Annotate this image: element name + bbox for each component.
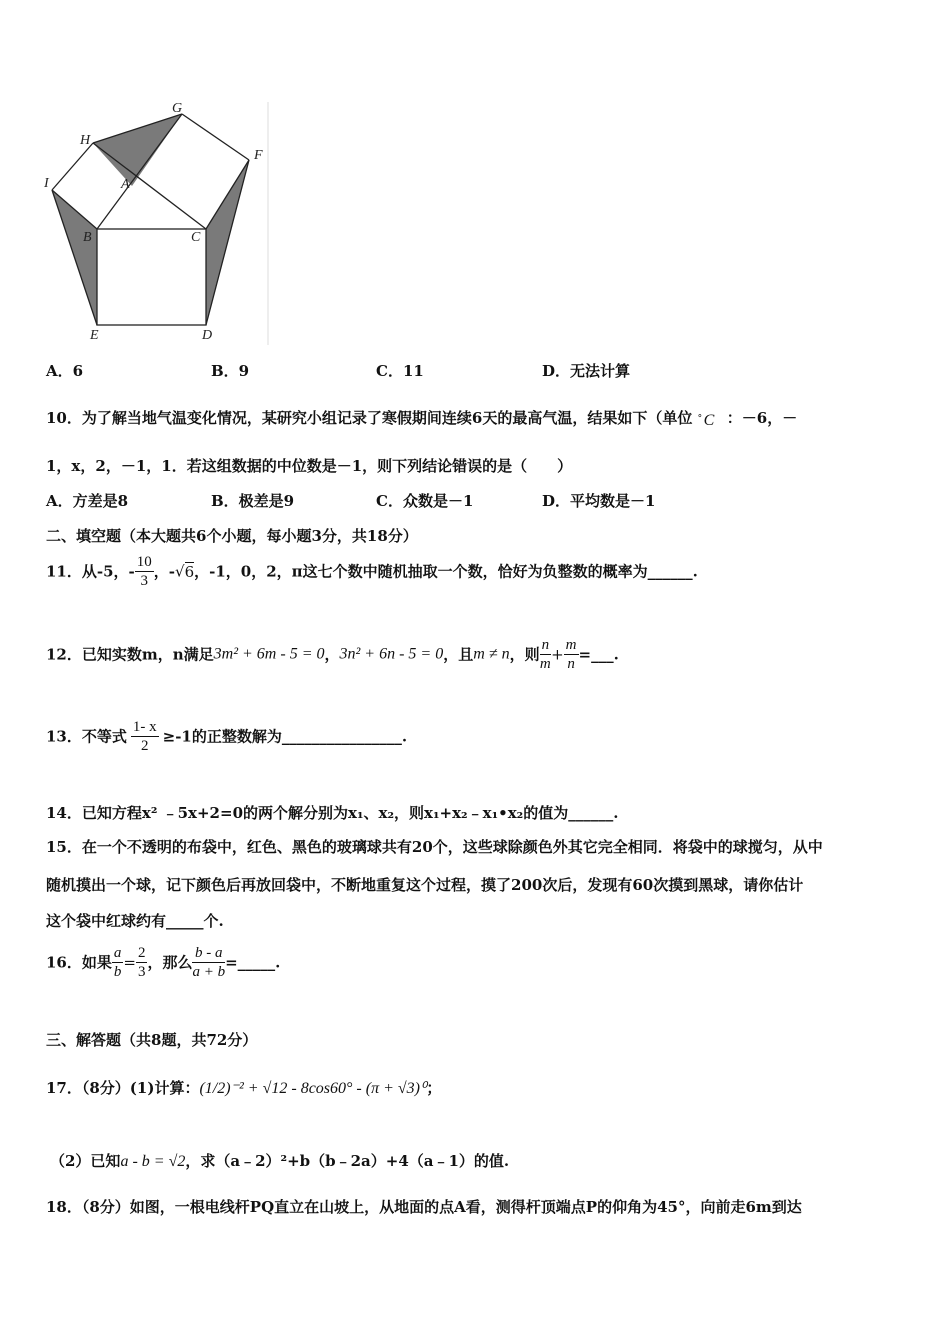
q12-cond: m ≠ n [473, 645, 510, 663]
q16-frac1 [112, 944, 124, 981]
section3-heading: 三、解答题（共8题，共72分） [46, 1031, 258, 1049]
label-b: B [83, 230, 92, 245]
q11-frac-den: 3 [140, 573, 149, 589]
q16-f3-num: b - a [192, 944, 225, 963]
sqrt-sign: √ [175, 562, 185, 581]
q10-unit-deg: ° [697, 414, 703, 424]
q11-sqrt-val: 6 [184, 562, 195, 581]
q12-f1-den: m [539, 656, 551, 672]
q17-expression: (1/2)⁻² + √12 - 8cos60° - (π + √3)⁰ [199, 1080, 427, 1097]
q12-tail: =___. [578, 645, 619, 664]
q13-fraction [131, 718, 159, 755]
q12-eq2: 3n² + 6n - 5 = 0 [339, 645, 444, 663]
q15-line1: 15．在一个不透明的布袋中，红色、黑色的玻璃球共有20个，这些球除颜色外其它完全相同．将袋中的球搅匀，从中 [46, 838, 823, 856]
q17-tail: ； [426, 1079, 442, 1097]
q17-part1 [46, 1078, 441, 1099]
q10-line1 [46, 408, 797, 428]
q16-prefix: 16．如果 [46, 953, 112, 972]
q12-f2-num: m [565, 637, 577, 653]
q12 [46, 636, 619, 673]
q16-tail: =_____. [225, 953, 281, 972]
label-d: D [202, 328, 213, 343]
q17-p2-cond: a - b = √2 [120, 1153, 186, 1170]
q13-frac-den: 2 [141, 738, 149, 754]
label-h: H [80, 133, 91, 148]
q11-rest: ，-1，0，2，π这七个数中随机抽取一个数，恰好为负整数的概率为______. [194, 562, 698, 581]
q18-line1: 18．（8分）如图，一根电线杆PQ直立在山坡上，从地面的点A看，测得杆顶端点P的仰角为45°，向前走6m到达 [46, 1198, 802, 1216]
q11-fraction [135, 553, 154, 590]
q16-f1-den: b [113, 964, 122, 980]
q13-rest: ≥-1的正整数解为________________. [162, 727, 408, 746]
q10-line2: 1，x，2，－1，1．若这组数据的中位数是－1，则下列结论错误的是（ ） [46, 457, 573, 475]
q10-unit-c: C [703, 412, 715, 429]
section2-heading: 二、填空题（本大题共6个小题，每小题3分，共18分） [46, 527, 418, 545]
label-e: E [90, 328, 99, 343]
q10-option-d: D．平均数是－1 [542, 492, 656, 510]
q12-f1-num: n [541, 637, 550, 653]
q12-frac2 [564, 636, 579, 673]
q9-option-b: B．9 [211, 362, 250, 380]
q12-then: ，则 [509, 645, 540, 664]
q14: 14．已知方程x² ﹣5x+2=0的两个解分别为x₁、x₂，则x₁+x₂﹣x₁•x₂的值为______. [46, 804, 619, 822]
q10-option-a: A．方差是8 [46, 492, 129, 510]
q11-mid: ，- [153, 562, 175, 581]
geometry-figure [40, 98, 280, 348]
label-i: I [44, 176, 49, 191]
q9-option-a: A．6 [46, 362, 84, 380]
q12-plus: + [551, 645, 564, 664]
q11-sqrt [175, 562, 194, 581]
q12-prefix: 12．已知实数m，n满足 [46, 645, 214, 664]
q10-option-c: C．众数是－1 [376, 492, 474, 510]
label-f: F [254, 148, 263, 163]
q13-frac-num: 1- x [132, 719, 157, 735]
q11 [46, 553, 698, 590]
q16-f1-num: a [113, 945, 122, 961]
q17-p2-rest: ，求（a﹣2）²+b（b﹣2a）+4（a﹣1）的值. [185, 1152, 510, 1170]
q12-mid: ，且 [443, 645, 474, 664]
q10-text: 10．为了解当地气温变化情况，某研究小组记录了寒假期间连续6天的最高气温，结果如下（单位 [46, 409, 693, 427]
q15-line2: 随机摸出一个球，记下颜色后再放回袋中，不断地重复这个过程，摸了200次后，发现有60次摸到黑球，请你估计 [46, 876, 804, 894]
q16-f2-den: 3 [137, 964, 146, 980]
q12-f2-den: n [567, 656, 575, 672]
q16-eq: = [123, 953, 136, 972]
q16-mid: ，那么 [147, 953, 193, 972]
q9-option-c: C．11 [376, 362, 424, 380]
label-g: G [172, 101, 183, 116]
q17-p2-prefix: （2）已知 [50, 1152, 121, 1170]
q9-option-d: D．无法计算 [542, 362, 631, 380]
q17-part2 [50, 1151, 509, 1172]
q12-frac1 [540, 636, 552, 673]
q16-f3-den: a + b [192, 964, 226, 980]
q13-prefix: 13．不等式 [46, 727, 127, 746]
q10-option-b: B．极差是9 [211, 492, 295, 510]
q13 [46, 718, 407, 755]
q12-eq1: 3m² + 6m - 5 = 0 [213, 645, 325, 663]
label-c: C [191, 230, 201, 245]
q11-frac-num: 10 [136, 554, 152, 570]
q17-prefix: 17．（8分）(1)计算： [46, 1079, 200, 1097]
q15-line3: 这个袋中红球约有_____个. [46, 912, 224, 930]
q16-frac2 [136, 944, 148, 981]
q16-frac3 [192, 944, 225, 981]
label-a: A [121, 177, 130, 192]
q12-sep: ， [324, 645, 340, 664]
q11-prefix: 11．从-5，- [46, 562, 135, 581]
q16-f2-num: 2 [137, 945, 146, 961]
q16 [46, 944, 280, 981]
q10-text-end: ：－6，－ [726, 409, 798, 427]
